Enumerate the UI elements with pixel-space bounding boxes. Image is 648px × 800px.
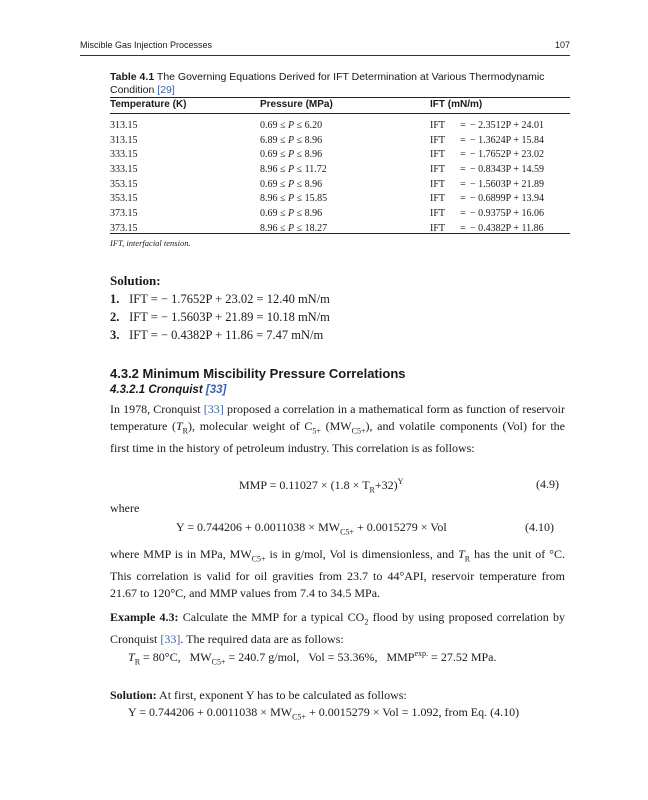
table-row — [110, 208, 570, 223]
symbol-sub: C5+ — [211, 657, 226, 667]
solution-item-text: IFT = − 1.5603P + 21.89 = 10.18 mN/m — [129, 310, 330, 324]
cell-pressure-range: 8.96 ≤ P ≤ 18.27 — [260, 222, 328, 234]
cell-temperature: 333.15 — [110, 164, 138, 176]
table-row — [110, 120, 570, 135]
cell-temperature: 333.15 — [110, 149, 138, 161]
citation-link[interactable]: [33] — [203, 402, 224, 416]
where-label: where — [110, 501, 140, 515]
cell-temperature: 313.15 — [110, 134, 138, 146]
table-row — [110, 179, 570, 194]
y-calculation — [128, 705, 519, 721]
solution-item — [110, 308, 330, 326]
solution-item-text: IFT = − 0.4382P + 11.86 = 7.47 mN/m — [129, 328, 324, 342]
para-text: ), molecular weight of C — [188, 419, 313, 434]
example-paragraph — [110, 609, 565, 648]
running-title: Miscible Gas Injection Processes — [80, 40, 213, 50]
col-header-pressure: Pressure (MPa) — [260, 99, 333, 110]
table-label: Table 4.1 — [110, 71, 155, 83]
given-label: MW — [189, 650, 212, 664]
cell-ift-equation: IFT = − 1.3624P + 15.84 — [430, 134, 544, 146]
para-text: has the unit of °C. This correlation is valid for oil gravities from 23.7 to 44°API, reservoir temperature from 21.67 to 120°C, and MMP values from 7.4 to 34.5 MPa. — [110, 547, 566, 601]
given-value: = 240.7 g/mol, — [225, 650, 300, 664]
para-text: At first, exponent Y has to be calculated as follows: — [159, 688, 407, 702]
equation-4-9 — [239, 477, 403, 494]
equation-text: + 0.0015279 × Vol = 1.092, from Eq. (4.10) — [308, 705, 520, 719]
equation-text: MMP = 0.11027 × (1.8 × T — [239, 478, 370, 492]
units-paragraph — [110, 546, 565, 603]
cell-temperature: 313.15 — [110, 120, 138, 131]
solution-heading: Solution: — [110, 273, 161, 288]
cell-pressure-range: 0.69 ≤ P ≤ 8.96 — [260, 149, 323, 161]
table-footnote-abbr: IFT, — [110, 238, 125, 248]
symbol-sub: R — [464, 554, 471, 564]
solution-item-number: 3. — [110, 328, 120, 342]
cell-ift-equation: IFT = − 0.8343P + 14.59 — [430, 164, 544, 176]
symbol-sub: C5+ — [251, 554, 266, 564]
para-text: where MMP is in MPa, MW — [110, 547, 252, 561]
cell-temperature: 353.15 — [110, 178, 138, 190]
symbol-sub: C5+ — [351, 426, 366, 436]
table-row — [110, 149, 570, 164]
table-row — [110, 223, 570, 238]
table-footnote-text: interfacial tension. — [126, 238, 191, 248]
table-row — [110, 164, 570, 179]
cell-ift-equation: IFT = − 1.7652P + 23.02 — [430, 149, 544, 161]
section-heading: 4.3.2 Minimum Miscibility Pressure Correlations — [110, 366, 406, 381]
cell-pressure-range: 0.69 ≤ P ≤ 8.96 — [260, 178, 323, 190]
header-rule — [80, 55, 570, 56]
equation-sub: R — [369, 485, 375, 495]
given-value: Vol = 53.36%, — [308, 650, 378, 664]
example-label: Example 4.3: — [110, 610, 179, 624]
solution-item — [110, 290, 330, 308]
equation-sub: C5+ — [292, 712, 306, 722]
solution-label: Solution: — [110, 688, 157, 702]
equation-number: (4.9) — [536, 477, 559, 491]
equation-text: Y = 0.744206 + 0.0011038 × MW — [128, 705, 293, 719]
intro-paragraph — [110, 401, 565, 458]
symbol: T — [128, 650, 135, 664]
cell-pressure-range: 0.69 ≤ P ≤ 8.96 — [260, 208, 323, 220]
table-footnote — [110, 238, 191, 248]
citation-link[interactable]: [33] — [160, 631, 181, 646]
equation-text: Y = 0.744206 + 0.0011038 × MW — [176, 520, 341, 534]
symbol-sub: 5+ — [312, 426, 321, 436]
page-number: 107 — [554, 40, 570, 50]
cell-ift-equation: IFT = − 0.9375P + 16.06 — [430, 208, 544, 220]
solution-list — [110, 290, 330, 344]
solution-item-number: 1. — [110, 292, 120, 306]
table-row — [110, 193, 570, 208]
para-text: proposed a correlation in a mathematical form as function of reservoir temperature ( — [110, 402, 565, 434]
solution-step — [110, 687, 565, 704]
solution-item — [110, 326, 330, 344]
table-body — [110, 120, 570, 238]
cell-ift-equation: IFT = − 0.6899P + 13.94 — [430, 193, 544, 205]
equation-text: +32) — [374, 478, 398, 492]
para-text: ), and volatile components (Vol) for the first time in the history of petroleum industry. This correlation is as follows: — [110, 419, 565, 456]
cell-pressure-range: 8.96 ≤ P ≤ 11.72 — [260, 164, 327, 176]
cell-ift-equation: IFT = − 1.5603P + 21.89 — [430, 178, 544, 190]
symbol-sub: R — [182, 426, 189, 436]
col-header-ift: IFT (mN/m) — [430, 99, 483, 110]
subsection-heading — [110, 384, 226, 396]
para-text: (MW — [325, 419, 352, 434]
given-data-line — [128, 649, 496, 666]
symbol-sub: 2 — [364, 617, 369, 627]
table-header-row — [110, 99, 570, 113]
cell-pressure-range: 8.96 ≤ P ≤ 15.85 — [260, 193, 328, 205]
table-top-rule — [110, 97, 570, 98]
cell-temperature: 373.15 — [110, 208, 138, 220]
table-caption-citation[interactable]: [29] — [157, 84, 175, 96]
cell-ift-equation: IFT = − 0.4382P + 11.86 — [430, 222, 544, 234]
para-text: Calculate the MMP for a typical CO — [182, 610, 365, 624]
solution-item-number: 2. — [110, 310, 120, 324]
table-row — [110, 135, 570, 150]
equation-text: + 0.0015279 × Vol — [356, 520, 447, 534]
solution-item-text: IFT = − 1.7652P + 23.02 = 12.40 mN/m — [129, 292, 330, 306]
col-header-temperature: Temperature (K) — [110, 99, 187, 110]
equation-sup: Y — [397, 477, 404, 486]
symbol-sup: exp. — [414, 649, 429, 658]
equation-number: (4.10) — [525, 520, 554, 534]
cell-ift-equation: IFT = − 2.3512P + 24.01 — [430, 120, 544, 131]
table-caption — [110, 71, 570, 97]
cell-pressure-range: 0.69 ≤ P ≤ 6.20 — [260, 120, 323, 131]
cell-temperature: 353.15 — [110, 193, 138, 205]
table-bottom-rule — [110, 233, 570, 234]
running-header — [80, 40, 570, 54]
para-text: In 1978, Cronquist — [110, 402, 201, 416]
table-caption-text: The Governing Equations Derived for IFT Determination at Various Thermodynamic Condition — [110, 71, 545, 96]
subsection-title: 4.3.2.1 Cronquist — [110, 384, 203, 396]
equation-sub: C5+ — [340, 527, 354, 537]
given-value: = 27.52 MPa. — [428, 650, 497, 664]
subsection-citation[interactable]: [33] — [205, 384, 227, 396]
symbol-sub: R — [134, 657, 141, 667]
cell-pressure-range: 6.89 ≤ P ≤ 8.96 — [260, 134, 323, 146]
symbol: T — [175, 419, 183, 434]
para-text: is in g/mol, Vol is dimensionless, and — [269, 547, 455, 561]
symbol: T — [458, 547, 465, 561]
equation-4-10 — [176, 520, 447, 536]
table-header-rule — [110, 113, 570, 114]
given-label: MMP — [386, 650, 415, 664]
para-text: . The required data are as follows: — [180, 631, 344, 646]
cell-temperature: 373.15 — [110, 222, 138, 234]
given-value: = 80°C, — [140, 650, 181, 664]
para-text: flood by using proposed correlation by Cronquist — [110, 610, 566, 646]
